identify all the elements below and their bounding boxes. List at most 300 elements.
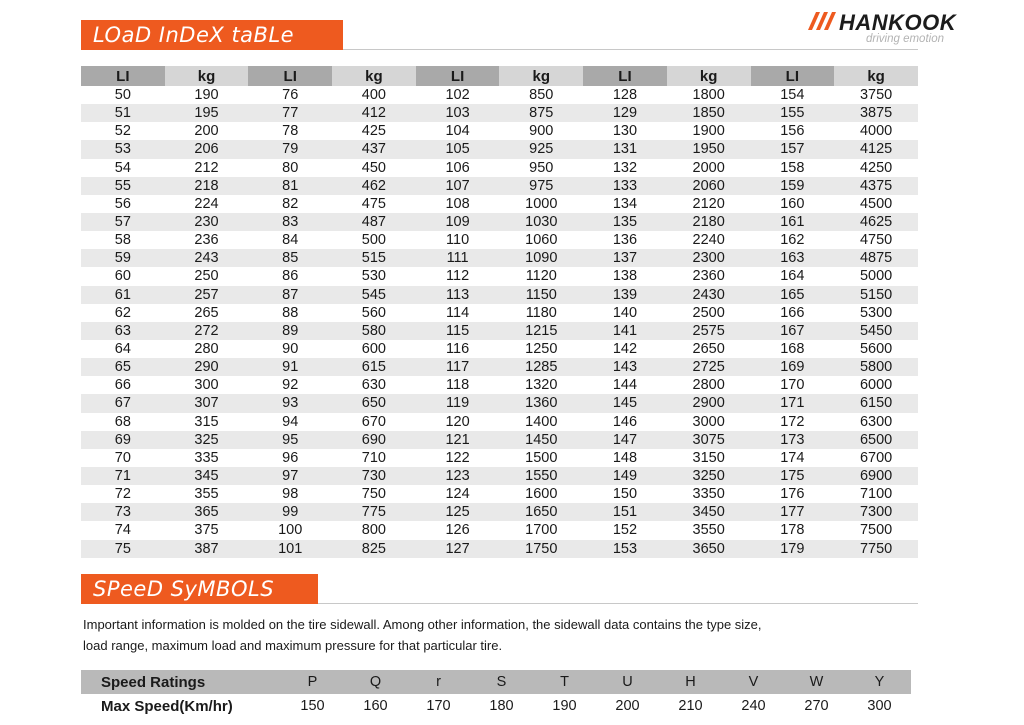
load-index-cell: 82	[248, 195, 332, 213]
load-index-cell: 91	[248, 358, 332, 376]
load-index-cell: 119	[416, 394, 500, 412]
brand-name: HANKOOK	[839, 10, 957, 35]
load-kg-cell: 5600	[834, 340, 918, 358]
load-index-cell: 143	[583, 358, 667, 376]
header-li: LI	[416, 66, 500, 86]
load-kg-cell: 218	[165, 177, 249, 195]
table-row	[81, 104, 918, 122]
load-index-body	[81, 86, 918, 558]
load-index-cell: 150	[583, 485, 667, 503]
load-index-title: LOaD InDeX taBLe	[93, 23, 295, 47]
table-row	[81, 431, 918, 449]
load-kg-cell: 650	[332, 394, 416, 412]
max-speed-value: 240	[722, 694, 785, 718]
load-index-cell: 107	[416, 177, 500, 195]
max-speed-value: 300	[848, 694, 911, 718]
load-kg-cell: 900	[499, 122, 583, 140]
load-index-cell: 138	[583, 267, 667, 285]
load-kg-cell: 450	[332, 159, 416, 177]
load-kg-cell: 224	[165, 195, 249, 213]
load-index-cell: 118	[416, 376, 500, 394]
load-index-cell: 174	[751, 449, 835, 467]
load-index-cell: 72	[81, 485, 165, 503]
load-index-cell: 114	[416, 304, 500, 322]
load-kg-cell: 1060	[499, 231, 583, 249]
load-kg-cell: 2300	[667, 249, 751, 267]
load-index-cell: 57	[81, 213, 165, 231]
header-li: LI	[751, 66, 835, 86]
table-row	[81, 413, 918, 431]
load-index-cell: 178	[751, 521, 835, 539]
load-index-cell: 84	[248, 231, 332, 249]
load-index-cell: 152	[583, 521, 667, 539]
max-speed-value: 180	[470, 694, 533, 718]
table-row	[81, 195, 918, 213]
load-index-cell: 136	[583, 231, 667, 249]
load-index-cell: 172	[751, 413, 835, 431]
load-index-cell: 111	[416, 249, 500, 267]
load-index-cell: 93	[248, 394, 332, 412]
load-index-cell: 127	[416, 540, 500, 558]
load-kg-cell: 4125	[834, 140, 918, 158]
load-kg-cell: 1500	[499, 449, 583, 467]
load-kg-cell: 190	[165, 86, 249, 104]
load-kg-cell: 690	[332, 431, 416, 449]
load-kg-cell: 5450	[834, 322, 918, 340]
load-index-cell: 161	[751, 213, 835, 231]
load-index-cell: 90	[248, 340, 332, 358]
load-kg-cell: 515	[332, 249, 416, 267]
load-kg-cell: 3450	[667, 503, 751, 521]
load-kg-cell: 1450	[499, 431, 583, 449]
load-kg-cell: 1800	[667, 86, 751, 104]
load-kg-cell: 580	[332, 322, 416, 340]
load-index-cell: 60	[81, 267, 165, 285]
load-index-cell: 175	[751, 467, 835, 485]
load-index-cell: 100	[248, 521, 332, 539]
load-kg-cell: 3150	[667, 449, 751, 467]
load-kg-cell: 212	[165, 159, 249, 177]
load-index-cell: 121	[416, 431, 500, 449]
speed-rating-symbol: P	[281, 670, 344, 694]
max-speed-value: 170	[407, 694, 470, 718]
table-row	[81, 322, 918, 340]
load-index-cell: 137	[583, 249, 667, 267]
load-kg-cell: 6150	[834, 394, 918, 412]
max-speed-value: 200	[596, 694, 659, 718]
load-kg-cell: 487	[332, 213, 416, 231]
load-kg-cell: 850	[499, 86, 583, 104]
load-index-cell: 61	[81, 286, 165, 304]
load-index-cell: 80	[248, 159, 332, 177]
load-index-cell: 86	[248, 267, 332, 285]
load-index-cell: 176	[751, 485, 835, 503]
load-kg-cell: 4750	[834, 231, 918, 249]
table-row	[81, 159, 918, 177]
load-kg-cell: 3075	[667, 431, 751, 449]
load-kg-cell: 1150	[499, 286, 583, 304]
load-kg-cell: 1700	[499, 521, 583, 539]
load-index-cell: 155	[751, 104, 835, 122]
load-kg-cell: 365	[165, 503, 249, 521]
load-index-cell: 55	[81, 177, 165, 195]
load-kg-cell: 7100	[834, 485, 918, 503]
speed-divider	[318, 603, 918, 604]
load-kg-cell: 5000	[834, 267, 918, 285]
load-index-cell: 135	[583, 213, 667, 231]
load-index-cell: 169	[751, 358, 835, 376]
load-index-cell: 85	[248, 249, 332, 267]
header-kg: kg	[667, 66, 751, 86]
load-index-cell: 145	[583, 394, 667, 412]
load-index-cell: 123	[416, 467, 500, 485]
load-kg-cell: 1030	[499, 213, 583, 231]
load-kg-cell: 425	[332, 122, 416, 140]
load-index-cell: 128	[583, 86, 667, 104]
load-kg-cell: 950	[499, 159, 583, 177]
load-kg-cell: 4000	[834, 122, 918, 140]
load-index-cell: 110	[416, 231, 500, 249]
load-index-title-banner	[81, 20, 343, 50]
table-row	[81, 503, 918, 521]
info-line: Important information is molded on the tire sidewall. Among other information, the sidewall data contains the type size,	[83, 617, 762, 632]
load-kg-cell: 325	[165, 431, 249, 449]
load-index-cell: 58	[81, 231, 165, 249]
load-index-cell: 102	[416, 86, 500, 104]
load-kg-cell: 2500	[667, 304, 751, 322]
load-index-cell: 79	[248, 140, 332, 158]
load-kg-cell: 975	[499, 177, 583, 195]
load-index-cell: 103	[416, 104, 500, 122]
load-index-cell: 88	[248, 304, 332, 322]
speed-rating-symbol: Y	[848, 670, 911, 694]
speed-rating-symbol: S	[470, 670, 533, 694]
load-kg-cell: 1360	[499, 394, 583, 412]
load-index-cell: 66	[81, 376, 165, 394]
load-index-cell: 71	[81, 467, 165, 485]
load-kg-cell: 4875	[834, 249, 918, 267]
load-kg-cell: 3650	[667, 540, 751, 558]
load-index-cell: 67	[81, 394, 165, 412]
load-index-cell: 160	[751, 195, 835, 213]
load-kg-cell: 925	[499, 140, 583, 158]
load-index-cell: 115	[416, 322, 500, 340]
table-row	[81, 267, 918, 285]
load-index-cell: 56	[81, 195, 165, 213]
load-index-cell: 54	[81, 159, 165, 177]
load-index-cell: 68	[81, 413, 165, 431]
load-kg-cell: 6000	[834, 376, 918, 394]
load-index-cell: 132	[583, 159, 667, 177]
max-speed-value: 160	[344, 694, 407, 718]
load-index-cell: 151	[583, 503, 667, 521]
load-index-cell: 113	[416, 286, 500, 304]
speed-rating-symbol: U	[596, 670, 659, 694]
load-index-cell: 154	[751, 86, 835, 104]
load-index-cell: 134	[583, 195, 667, 213]
load-kg-cell: 272	[165, 322, 249, 340]
load-index-cell: 130	[583, 122, 667, 140]
load-kg-cell: 5150	[834, 286, 918, 304]
table-row	[81, 394, 918, 412]
load-index-cell: 156	[751, 122, 835, 140]
load-index-cell: 147	[583, 431, 667, 449]
load-index-cell: 171	[751, 394, 835, 412]
load-index-cell: 149	[583, 467, 667, 485]
load-kg-cell: 775	[332, 503, 416, 521]
load-kg-cell: 230	[165, 213, 249, 231]
load-index-cell: 120	[416, 413, 500, 431]
load-kg-cell: 615	[332, 358, 416, 376]
table-row	[81, 231, 918, 249]
load-kg-cell: 195	[165, 104, 249, 122]
load-kg-cell: 307	[165, 394, 249, 412]
load-kg-cell: 1400	[499, 413, 583, 431]
load-kg-cell: 875	[499, 104, 583, 122]
load-index-cell: 163	[751, 249, 835, 267]
load-kg-cell: 530	[332, 267, 416, 285]
load-kg-cell: 1215	[499, 322, 583, 340]
load-kg-cell: 1850	[667, 104, 751, 122]
hankook-logo	[806, 10, 980, 50]
load-kg-cell: 3750	[834, 86, 918, 104]
load-index-cell: 76	[248, 86, 332, 104]
load-kg-cell: 3000	[667, 413, 751, 431]
max-speed-label: Max Speed(Km/hr)	[81, 694, 281, 718]
speed-ratings-row	[81, 670, 911, 694]
speed-ratings-table	[81, 670, 911, 718]
load-index-cell: 170	[751, 376, 835, 394]
load-index-cell: 83	[248, 213, 332, 231]
load-kg-cell: 1000	[499, 195, 583, 213]
load-kg-cell: 300	[165, 376, 249, 394]
load-kg-cell: 1650	[499, 503, 583, 521]
hankook-swoosh-icon	[806, 10, 838, 32]
table-row	[81, 86, 918, 104]
load-kg-cell: 7750	[834, 540, 918, 558]
speed-symbols-title-banner	[81, 574, 318, 604]
load-kg-cell: 375	[165, 521, 249, 539]
max-speed-value: 210	[659, 694, 722, 718]
load-kg-cell: 250	[165, 267, 249, 285]
load-index-cell: 142	[583, 340, 667, 358]
load-kg-cell: 4375	[834, 177, 918, 195]
load-kg-cell: 1090	[499, 249, 583, 267]
load-kg-cell: 462	[332, 177, 416, 195]
load-index-cell: 141	[583, 322, 667, 340]
load-kg-cell: 4625	[834, 213, 918, 231]
load-index-cell: 50	[81, 86, 165, 104]
load-kg-cell: 1950	[667, 140, 751, 158]
load-kg-cell: 2725	[667, 358, 751, 376]
header-kg: kg	[834, 66, 918, 86]
load-index-cell: 101	[248, 540, 332, 558]
load-index-cell: 167	[751, 322, 835, 340]
load-kg-cell: 355	[165, 485, 249, 503]
header-kg: kg	[332, 66, 416, 86]
load-kg-cell: 560	[332, 304, 416, 322]
load-index-cell: 162	[751, 231, 835, 249]
load-kg-cell: 2575	[667, 322, 751, 340]
load-kg-cell: 400	[332, 86, 416, 104]
load-kg-cell: 800	[332, 521, 416, 539]
load-index-cell: 106	[416, 159, 500, 177]
load-kg-cell: 243	[165, 249, 249, 267]
load-index-cell: 65	[81, 358, 165, 376]
load-index-cell: 158	[751, 159, 835, 177]
load-index-cell: 148	[583, 449, 667, 467]
load-index-cell: 157	[751, 140, 835, 158]
load-index-cell: 133	[583, 177, 667, 195]
load-kg-cell: 3250	[667, 467, 751, 485]
load-index-cell: 179	[751, 540, 835, 558]
load-kg-cell: 730	[332, 467, 416, 485]
load-kg-cell: 4250	[834, 159, 918, 177]
load-kg-cell: 630	[332, 376, 416, 394]
load-index-cell: 69	[81, 431, 165, 449]
header-kg: kg	[499, 66, 583, 86]
load-kg-cell: 5300	[834, 304, 918, 322]
load-index-cell: 117	[416, 358, 500, 376]
load-kg-cell: 2180	[667, 213, 751, 231]
load-index-cell: 95	[248, 431, 332, 449]
load-index-cell: 97	[248, 467, 332, 485]
load-kg-cell: 670	[332, 413, 416, 431]
load-index-cell: 140	[583, 304, 667, 322]
load-index-cell: 63	[81, 322, 165, 340]
load-kg-cell: 2360	[667, 267, 751, 285]
load-kg-cell: 236	[165, 231, 249, 249]
max-speed-row	[81, 694, 911, 718]
load-kg-cell: 1320	[499, 376, 583, 394]
load-kg-cell: 315	[165, 413, 249, 431]
load-kg-cell: 345	[165, 467, 249, 485]
load-index-cell: 89	[248, 322, 332, 340]
load-index-cell: 109	[416, 213, 500, 231]
load-kg-cell: 412	[332, 104, 416, 122]
load-index-cell: 116	[416, 340, 500, 358]
load-index-cell: 104	[416, 122, 500, 140]
load-index-cell: 125	[416, 503, 500, 521]
load-index-cell: 159	[751, 177, 835, 195]
table-row	[81, 140, 918, 158]
speed-symbols-title: SPeeD SyMBOLS	[93, 577, 275, 601]
load-index-cell: 98	[248, 485, 332, 503]
load-index-cell: 70	[81, 449, 165, 467]
table-row	[81, 521, 918, 539]
load-index-cell: 53	[81, 140, 165, 158]
load-index-cell: 173	[751, 431, 835, 449]
load-kg-cell: 200	[165, 122, 249, 140]
load-index-cell: 51	[81, 104, 165, 122]
load-index-header-row	[81, 66, 918, 86]
table-row	[81, 340, 918, 358]
table-row	[81, 467, 918, 485]
load-index-cell: 168	[751, 340, 835, 358]
max-speed-value: 190	[533, 694, 596, 718]
load-index-cell: 52	[81, 122, 165, 140]
max-speed-value: 270	[785, 694, 848, 718]
load-index-cell: 92	[248, 376, 332, 394]
load-kg-cell: 335	[165, 449, 249, 467]
load-index-cell: 144	[583, 376, 667, 394]
load-kg-cell: 1250	[499, 340, 583, 358]
load-kg-cell: 4500	[834, 195, 918, 213]
load-index-cell: 74	[81, 521, 165, 539]
load-kg-cell: 265	[165, 304, 249, 322]
load-kg-cell: 1600	[499, 485, 583, 503]
speed-rating-symbol: T	[533, 670, 596, 694]
load-index-cell: 124	[416, 485, 500, 503]
load-kg-cell: 500	[332, 231, 416, 249]
load-kg-cell: 6500	[834, 431, 918, 449]
load-kg-cell: 387	[165, 540, 249, 558]
table-row	[81, 449, 918, 467]
load-kg-cell: 2000	[667, 159, 751, 177]
speed-rating-symbol: W	[785, 670, 848, 694]
load-index-cell: 165	[751, 286, 835, 304]
load-index-cell: 87	[248, 286, 332, 304]
load-kg-cell: 1550	[499, 467, 583, 485]
table-row	[81, 485, 918, 503]
load-index-cell: 129	[583, 104, 667, 122]
load-index-cell: 126	[416, 521, 500, 539]
table-row	[81, 249, 918, 267]
load-kg-cell: 1750	[499, 540, 583, 558]
sidewall-info-text	[83, 614, 843, 656]
load-kg-cell: 2120	[667, 195, 751, 213]
load-kg-cell: 545	[332, 286, 416, 304]
speed-rating-symbol: Q	[344, 670, 407, 694]
load-index-cell: 139	[583, 286, 667, 304]
load-index-cell: 122	[416, 449, 500, 467]
table-row	[81, 540, 918, 558]
header-li: LI	[583, 66, 667, 86]
load-index-cell: 105	[416, 140, 500, 158]
load-kg-cell: 475	[332, 195, 416, 213]
max-speed-value: 150	[281, 694, 344, 718]
load-kg-cell: 710	[332, 449, 416, 467]
table-row	[81, 376, 918, 394]
speed-ratings-label: Speed Ratings	[81, 670, 281, 694]
load-kg-cell: 1120	[499, 267, 583, 285]
load-index-cell: 77	[248, 104, 332, 122]
load-index-cell: 177	[751, 503, 835, 521]
load-kg-cell: 3350	[667, 485, 751, 503]
speed-rating-symbol: H	[659, 670, 722, 694]
load-index-cell: 164	[751, 267, 835, 285]
load-index-cell: 73	[81, 503, 165, 521]
brand-tagline: driving emotion	[866, 33, 944, 45]
load-index-cell: 64	[81, 340, 165, 358]
speed-rating-symbol: r	[407, 670, 470, 694]
load-index-cell: 131	[583, 140, 667, 158]
load-index-cell: 153	[583, 540, 667, 558]
load-index-cell: 78	[248, 122, 332, 140]
info-line: load range, maximum load and maximum pressure for that particular tire.	[83, 638, 503, 653]
load-kg-cell: 290	[165, 358, 249, 376]
table-row	[81, 213, 918, 231]
load-index-cell: 112	[416, 267, 500, 285]
load-index-cell: 108	[416, 195, 500, 213]
load-index-cell: 166	[751, 304, 835, 322]
load-kg-cell: 6900	[834, 467, 918, 485]
load-index-cell: 96	[248, 449, 332, 467]
load-index-cell: 146	[583, 413, 667, 431]
load-kg-cell: 257	[165, 286, 249, 304]
header-li: LI	[248, 66, 332, 86]
load-index-cell: 62	[81, 304, 165, 322]
